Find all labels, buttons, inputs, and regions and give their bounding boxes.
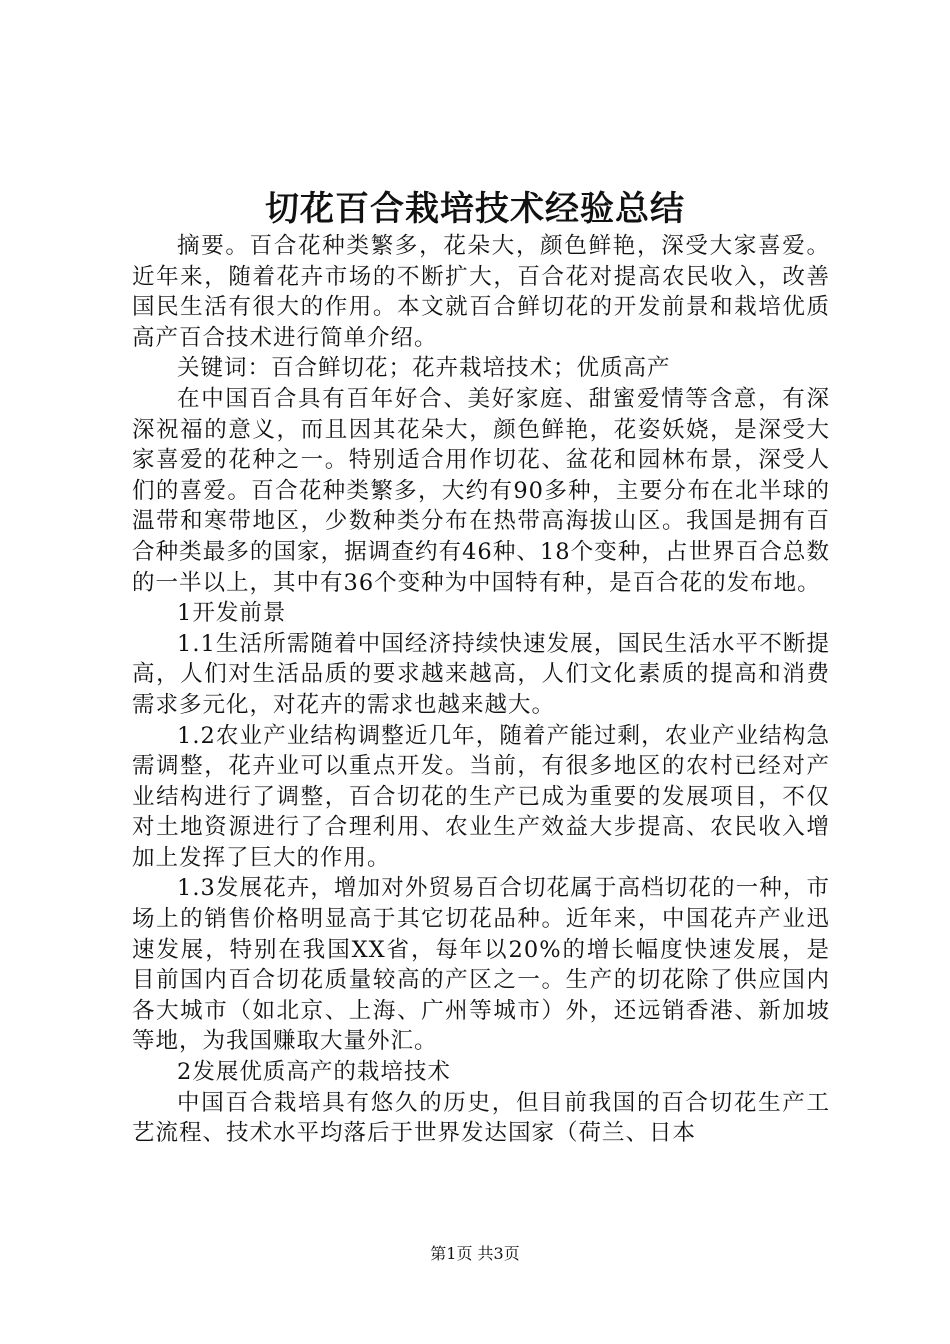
section-heading-2: 2发展优质高产的栽培技术 [177, 1059, 451, 1086]
keywords-paragraph: 关键词：百合鲜切花；花卉栽培技术；优质高产 [177, 355, 671, 382]
page-footer: 第1页 共3页 [430, 1244, 520, 1263]
section-2-paragraph: 中国百合栽培具有悠久的历史，但目前我国的百合切花生产工艺流程、技术水平均落后于世界发达国家（荷兰、日本 [132, 1089, 830, 1147]
section-heading-1: 1开发前景 [177, 600, 287, 627]
abstract-paragraph: 摘要。百合花种类繁多，花朵大，颜色鲜艳，深受大家喜爱。近年来，随着花卉市场的不断扩大，百合花对提高农民收入，改善国民生活有很大的作用。本文就百合鲜切花的开发前景和栽培优质高产百合技术进行简单介绍。 [132, 233, 830, 351]
intro-paragraph: 在中国百合具有百年好合、美好家庭、甜蜜爱情等含意，有深深祝福的意义，而且因其花朵大，颜色鲜艳，花姿妖娆，是深受大家喜爱的花种之一。特别适合用作切花、盆花和园林布景，深受人们的喜爱。百合花种类繁多，大约有90多种，主要分布在北半球的温带和寒带地区，少数种类分布在热带高海拔山区。我国是拥有百合种类最多的国家，据调查约有46种、18个变种，占世界百合总数的一半以上，其中有36个变种为中国特有种，是百合花的发布地。 [132, 385, 830, 596]
subsection-1-2: 1.2农业产业结构调整近几年，随着产能过剩，农业产业结构急需调整，花卉业可以重点开发。当前，有很多地区的农村已经对产业结构进行了调整，百合切花的生产已成为重要的发展项目，不仅对土地资源进行了合理利用、农业生产效益大步提高、农民收入增加上发挥了巨大的作用。 [132, 722, 830, 871]
subsection-1-1: 1.1生活所需随着中国经济持续快速发展，国民生活水平不断提高，人们对生活品质的要求越来越高，人们文化素质的提高和消费需求多元化，对花卉的需求也越来越大。 [132, 630, 830, 718]
subsection-1-3: 1.3发展花卉，增加对外贸易百合切花属于高档切花的一种，市场上的销售价格明显高于其它切花品种。近年来，中国花卉产业迅速发展，特别在我国XX省，每年以20%的增长幅度快速发展，是目前国内百合切花质量较高的产区之一。生产的切花除了供应国内各大城市（如北京、上海、广州等城市）外，还远销香港、新加坡等地，为我国赚取大量外汇。 [132, 875, 830, 1055]
document-title: 切花百合栽培技术经验总结 [265, 189, 685, 229]
document-body [132, 231, 830, 1149]
